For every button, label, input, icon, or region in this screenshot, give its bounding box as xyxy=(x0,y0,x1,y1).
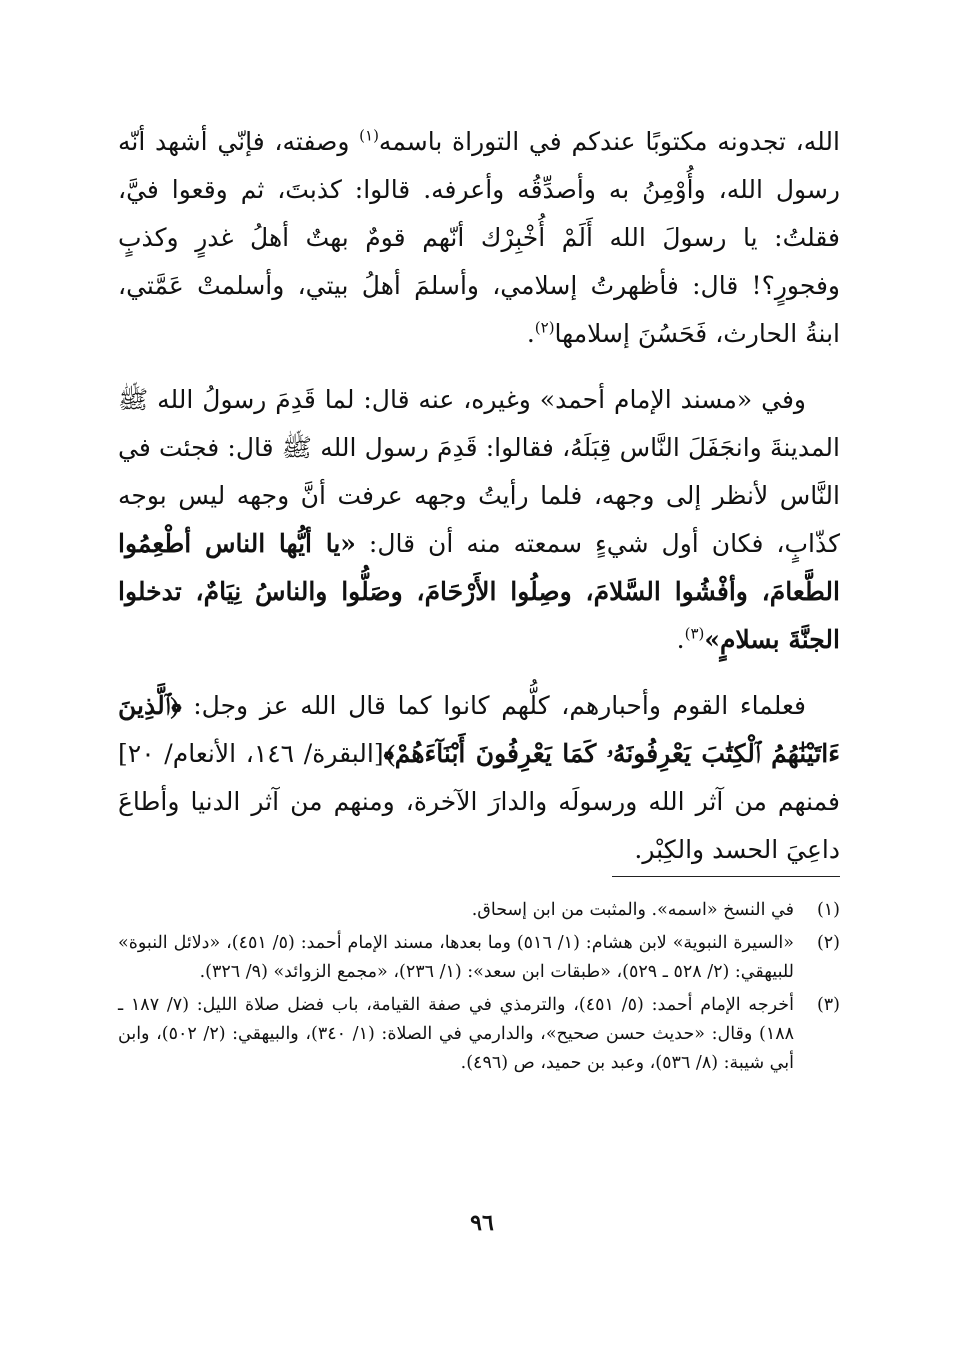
quran-verse: ﴿ٱلَّذِينَ ءَاتَيْنَٰهُمُ ٱلْكِتَٰبَ يَعْرِفُونَهُۥ كَمَا يَعْرِفُونَ أَبْنَآءَهُمْ﴾ xyxy=(118,691,841,768)
footnote-text: «السيرة النبوية» لابن هشام: (١/ ٥١٦) وما بعدها، مسند الإمام أحمد: (٥/ ٤٥١)، «دلائل النبوة» للبيهقي: (٢/ ٥٢٨ ـ ٥٢٩)، «طبقات ابن سعد»: (١/ ٢٣٦)، «مجمع الزوائد» (٩/ ٣٢٦). xyxy=(118,933,794,982)
paragraph-2 xyxy=(118,376,840,664)
paragraph-1-text-c: . xyxy=(526,319,535,348)
paragraph-1-text-b: وصفته، فإنّي أشهد أنّه رسول الله، وأُوْمِنُ به وأصدِّقُه وأعرفه. قالوا: كذبتَ، ثم وقعوا فيَّ، فقلتُ: يا رسولَ الله أَلَمْ أُخْبِرْك أنّهم قومٌ بهتٌ أهلُ غدرٍ وكذبٍ وفجورٍ؟! قال: فأظهرتُ إسلامي، وأسلمَ أهلُ بيتي، وأسلمتْ عَمَّتي، ابنةُ الحارث، فَحَسُنَ إسلامها xyxy=(118,127,840,348)
footnote-1 xyxy=(118,896,840,925)
paragraph-2-text-c: . xyxy=(676,625,685,654)
paragraph-1-text-a: الله، تجدونه مكتوبًا عندكم في التوراة باسمه xyxy=(378,127,840,156)
footnote-ref-3[interactable]: (٣) xyxy=(684,624,705,643)
paragraph-3 xyxy=(118,682,840,874)
footnote-number: (٣) xyxy=(816,995,840,1015)
footnote-2 xyxy=(118,929,840,987)
footnote-separator xyxy=(612,876,840,877)
paragraph-3-text-a: فعلماء القوم وأحبارهم، كلُّهم كانوا كما قال الله عز وجل: xyxy=(181,691,806,720)
page-number: ٩٦ xyxy=(470,1210,494,1236)
footnote-text: أخرجه الإمام أحمد: (٥/ ٤٥١)، والترمذي في صفة القيامة، باب فضل صلاة الليل: (٧/ ١٨٧ ـ ١٨٨) وقال: «حديث حسن صحيح»، والدارمي في الصلاة: (١/ ٣٤٠)، والبيهقي: (٢/ ٥٠٢)، وابن أبي شيبة: (٨/ ٥٣٦)، وعبد بن حميد، ص (٤٩٦). xyxy=(118,995,795,1073)
paragraph-2-text-a: وفي «مسند الإمام أحمد» وغيره، عنه قال: لما قَدِمَ رسولُ الله ﷺ المدينةَ وانجَفَلَ النَّاس قِبَلَهُ، فقالوا: قَدِمَ رسول الله ﷺ قال: فجئت في النَّاس لأنظر إلى وجهه، فلما رأيتُ وجهه عرفت أنَّ وجهه ليس بوجه كذّابٍ، فكان أول شيءٍ سمعته منه أن قال: xyxy=(118,385,840,558)
footnote-3 xyxy=(118,991,840,1078)
paragraph-3-text-b: [البقرة/ ١٤٦، الأنعام/ ٢٠] فمنهم من آثر الله ورسولَه والدارَ الآخرة، ومنهم من آثر الدنيا وأطاعَ داعِيَ الحسد والكِبْر. xyxy=(118,739,840,864)
hadith-quote: «يا أيُّها الناس أطْعِمُوا الطَّعامَ، وأفْشُوا السَّلامَ، وصِلُوا الأَرْحَامَ، وصَلُّوا والناسُ نِيَامٌ، تدخلوا الجنَّةَ بسلامٍ» xyxy=(118,529,840,654)
footnote-ref-2[interactable]: (٢) xyxy=(534,318,555,337)
footnote-number: (١) xyxy=(816,900,840,920)
main-text xyxy=(118,118,840,892)
footnotes xyxy=(118,896,840,1082)
footnote-number: (٢) xyxy=(816,933,840,953)
paragraph-1 xyxy=(118,118,840,358)
footnote-text: في النسخ «اسمه». والمثبت من ابن إسحاق. xyxy=(471,900,794,920)
footnote-ref-1[interactable]: (١) xyxy=(359,126,379,145)
